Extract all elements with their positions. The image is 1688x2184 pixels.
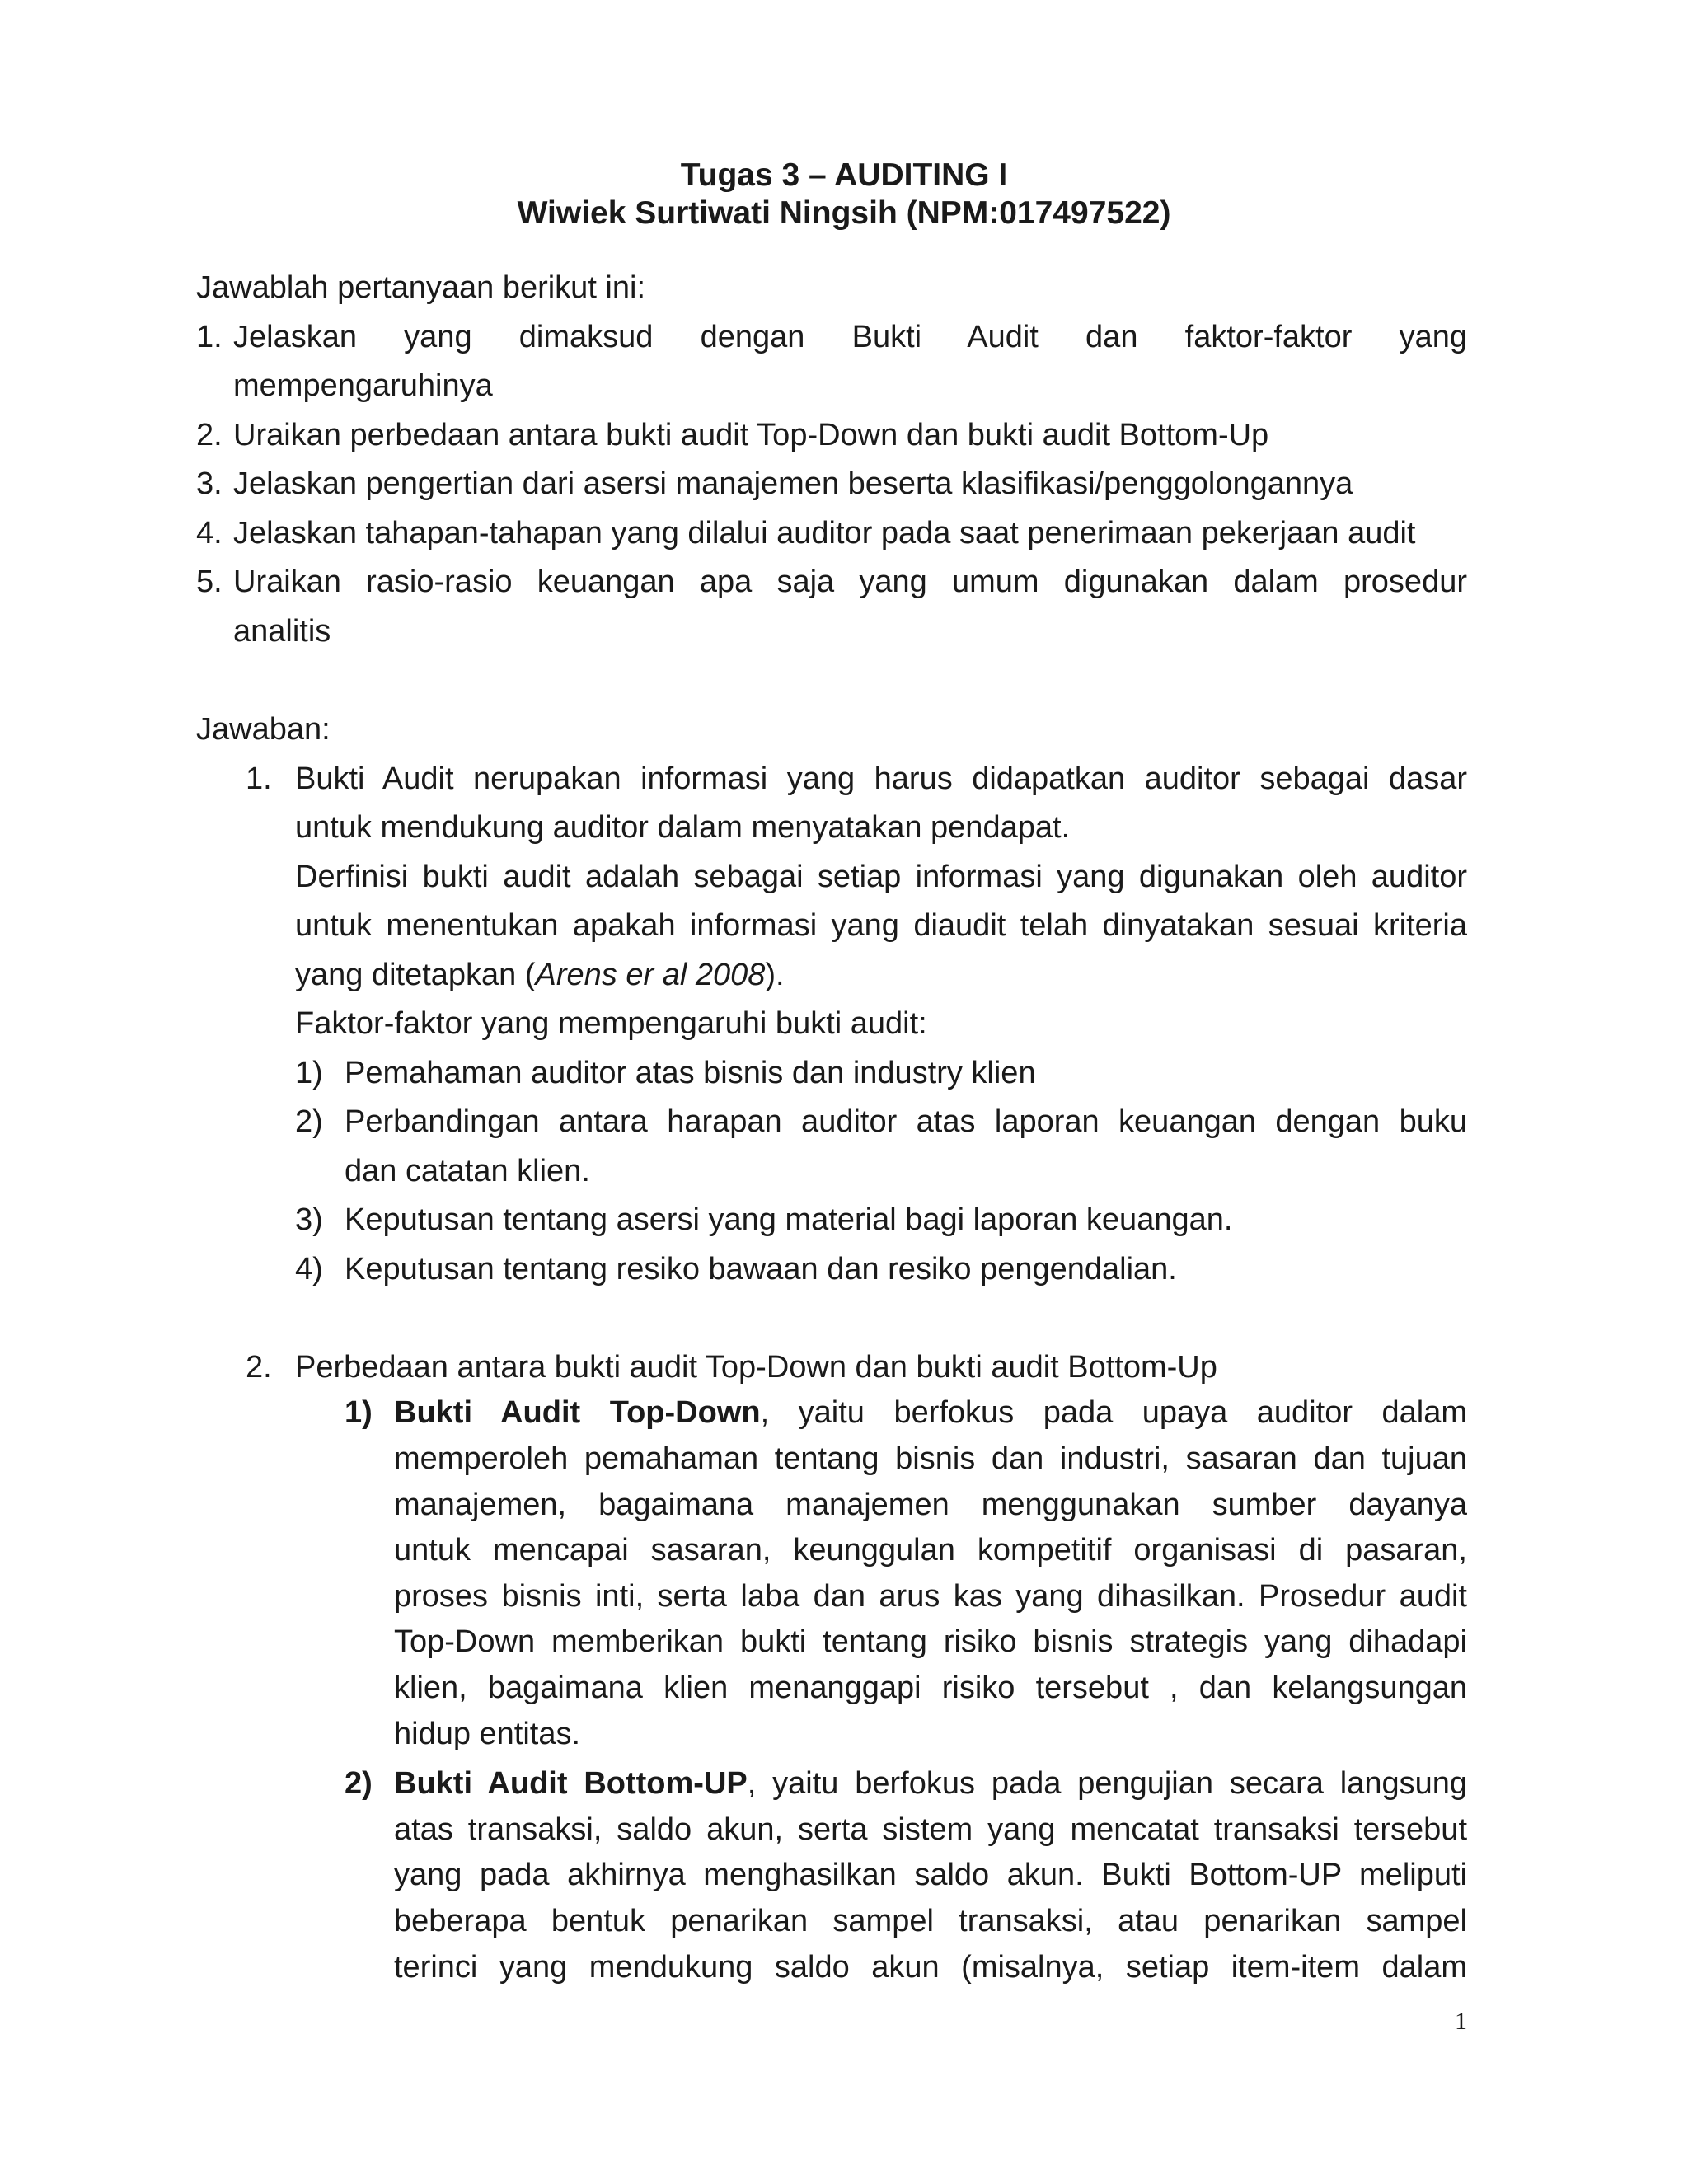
subitem-line: Top-Down memberikan bukti tentang risiko bisnis strategis yang dihadapi [394,1624,1467,1659]
answer-line: untuk mendukung auditor dalam menyatakan pendapat. [295,810,1071,845]
document-title: Tugas 3 – AUDITING I [680,157,1008,193]
factor-line: dan catatan klien. [345,1154,590,1188]
subitem-line: untuk mencapai sasaran, keunggulan kompetitif organisasi di pasaran, [394,1533,1467,1568]
subitem-line: klien, bagaimana klien menanggapi risiko tersebut , dan kelangsungan [394,1671,1467,1705]
factor-number: 2) [295,1104,323,1139]
factor-number: 3) [295,1202,323,1237]
factor-line: Keputusan tentang resiko bawaan dan resiko pengendalian. [345,1252,1177,1286]
factor-line: Keputusan tentang asersi yang material bagi laporan keuangan. [345,1202,1233,1237]
answer-line: Bukti Audit nerupakan informasi yang harus didapatkan auditor sebagai dasar [295,762,1467,796]
question-line: Uraikan perbedaan antara bukti audit Top-Down dan bukti audit Bottom-Up [233,418,1269,452]
questions-intro: Jawablah pertanyaan berikut ini: [196,270,646,305]
subitem-line: beberapa bentuk penarikan sampel transaksi, atau penarikan sampel [394,1904,1467,1938]
question-line: Uraikan rasio-rasio keuangan apa saja yang umum digunakan dalam prosedur [233,565,1467,599]
answer-text: yang ditetapkan ( [295,958,536,992]
subitem-number: 2) [345,1766,373,1801]
factor-number: 1) [295,1056,323,1090]
question-number: 3. [196,466,223,501]
subitem-line: atas transaksi, saldo akun, serta sistem yang mencatat transaksi tersebut [394,1812,1467,1847]
factor-number: 4) [295,1252,323,1286]
factor-line: Pemahaman auditor atas bisnis dan industry klien [345,1056,1036,1090]
answer-number: 1. [246,762,272,796]
question-line: mempengaruhinya [233,368,493,403]
question-line: Jelaskan pengertian dari asersi manajemen beserta klasifikasi/penggolongannya [233,466,1353,501]
subitem-line: hidup entitas. [394,1717,581,1751]
factors-intro: Faktor-faktor yang mempengaruhi bukti audit: [295,1006,927,1041]
term-top-down: Bukti Audit Top-Down [394,1395,761,1430]
answer-line: Derfinisi bukti audit adalah sebagai setiap informasi yang digunakan oleh auditor [295,860,1467,894]
subitem-first-line [394,1394,1467,1432]
question-number: 2. [196,418,223,452]
question-line: analitis [233,614,331,649]
question-number: 1. [196,320,223,354]
subitem-text: , yaitu berfokus pada upaya auditor dalam [760,1395,1467,1430]
answer-text: ). [765,958,785,992]
subitem-text: , yaitu berfokus pada pengujian secara langsung [747,1766,1467,1801]
question-line: Jelaskan yang dimaksud dengan Bukti Audit dan faktor-faktor yang [233,320,1467,354]
question-number: 4. [196,516,223,551]
answer-line: untuk menentukan apakah informasi yang diaudit telah dinyatakan sesuai kriteria [295,908,1467,943]
subitem-line: manajemen, bagaimana manajemen menggunakan sumber dayanya [394,1488,1467,1522]
answers-heading: Jawaban: [196,712,331,747]
term-bottom-up: Bukti Audit Bottom-UP [394,1766,748,1801]
subitem-first-line [394,1765,1467,1802]
answer-number: 2. [246,1350,272,1385]
answer-line [295,956,785,994]
subitem-line: terinci yang mendukung saldo akun (misalnya, setiap item-item dalam [394,1950,1467,1985]
subitem-line: yang pada akhirnya menghasilkan saldo akun. Bukti Bottom-UP meliputi [394,1858,1467,1892]
page-number: 1 [1455,2008,1467,2035]
question-line: Jelaskan tahapan-tahapan yang dilalui auditor pada saat penerimaan pekerjaan audit [233,516,1416,551]
factor-line: Perbandingan antara harapan auditor atas laporan keuangan dengan buku [345,1104,1467,1139]
document-author: Wiwiek Surtiwati Ningsih (NPM:017497522) [517,195,1171,231]
subitem-line: proses bisnis inti, serta laba dan arus kas yang dihasilkan. Prosedur audit [394,1579,1467,1614]
question-number: 5. [196,565,223,599]
citation: Arens er al 2008 [535,958,766,992]
answer-line: Perbedaan antara bukti audit Top-Down dan bukti audit Bottom-Up [295,1350,1217,1385]
subitem-line: memperoleh pemahaman tentang bisnis dan industri, sasaran dan tujuan [394,1441,1467,1476]
subitem-number: 1) [345,1395,373,1430]
